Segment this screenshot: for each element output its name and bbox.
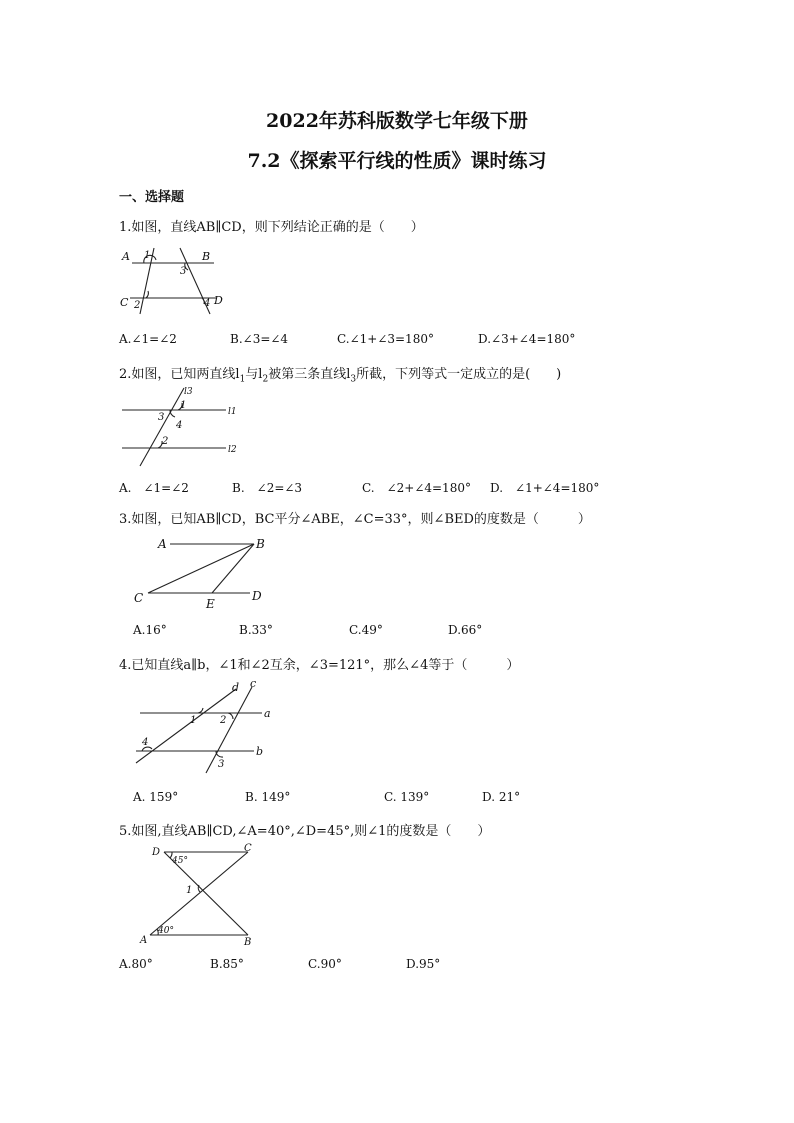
q4-option-d[interactable]: D. 21° [482,790,521,804]
q2-option-b[interactable]: B. ∠2=∠3 [232,481,303,495]
q4-label-c: c [250,677,257,690]
section-heading: 一、选择题 [119,190,185,205]
q1-label-4: 4 [204,298,211,309]
q1-label-1: 1 [144,250,151,261]
q2-label-l3: l3 [184,387,193,397]
question-3-stem: 3.如图，已知AB∥CD，BC平分∠ABE，∠C=33°，则∠BED的度数是（ ） [119,512,591,527]
q4-label-d: d [232,681,240,694]
q4-option-a[interactable]: A. 159° [133,790,179,804]
q3-option-c[interactable]: C.49° [349,623,383,637]
q1-label-a: A [122,250,130,263]
q1-option-a[interactable]: A.∠1=∠2 [119,332,177,346]
question-2-figure [118,384,243,468]
q5-option-b[interactable]: B.85° [210,957,244,971]
q3-label-d: D [252,589,262,603]
q3-option-d[interactable]: D.66° [448,623,483,637]
q2-label-3: 3 [158,412,165,423]
q2-label-l2: l2 [228,445,237,455]
page-title: 2022年苏科版数学七年级下册 [266,110,528,132]
q5-label-45: 45° [172,856,188,866]
q4-label-2: 2 [220,715,227,726]
q4-label-1: 1 [190,715,197,726]
q1-option-c[interactable]: C.∠1+∠3=180° [337,332,434,346]
question-1-figure [118,244,228,316]
q2-label-l1: l1 [228,407,237,417]
q2-label-1: 1 [180,400,187,411]
q4-label-b: b [256,745,264,758]
q1-label-2: 2 [134,300,141,311]
question-1-stem: 1.如图，直线AB∥CD，则下列结论正确的是（ ） [119,220,424,235]
q1-option-d[interactable]: D.∠3+∠4=180° [478,332,576,346]
q5-label-b: B [244,937,252,948]
q3-label-c: C [134,591,144,605]
q4-label-3: 3 [218,759,225,770]
q5-label-1: 1 [186,885,193,896]
q1-label-d: D [214,294,223,307]
q3-option-a[interactable]: A.16° [133,623,167,637]
q1-label-3: 3 [180,266,187,277]
q1-option-b[interactable]: B.∠3=∠4 [230,332,289,346]
q4-option-b[interactable]: B. 149° [245,790,291,804]
q4-label-4: 4 [142,737,149,748]
q3-label-e: E [206,597,215,611]
q5-label-40: 40° [158,926,174,936]
q1-label-c: C [120,296,129,309]
question-5-figure [136,843,261,948]
q5-option-d[interactable]: D.95° [406,957,441,971]
q5-label-d: D [152,847,161,858]
q1-label-b: B [202,250,211,263]
q5-label-a: A [140,935,148,946]
q3-label-b: B [256,537,265,551]
question-2-stem: 2.如图，已知两直线$l_1$与$l_2$被第三条直线$l_3$所截，下列等式一定成立的是( ) [119,367,562,385]
q2-label-2: 2 [162,436,169,447]
question-4-stem: 4.已知直线a∥b，∠1和∠2互余，∠3=121°，那么∠4等于（ ） [119,658,520,673]
q5-option-a[interactable]: A.80° [119,957,153,971]
q4-option-c[interactable]: C. 139° [384,790,430,804]
page-subtitle: 7.2《探索平行线的性质》课时练习 [247,150,547,172]
q2-option-d[interactable]: D. ∠1+∠4=180° [490,481,600,495]
q5-option-c[interactable]: C.90° [308,957,342,971]
q3-label-a: A [158,537,167,551]
q2-option-a[interactable]: A. ∠1=∠2 [119,481,189,495]
q5-label-c: C [244,843,252,854]
q2-option-c[interactable]: C. ∠2+∠4=180° [362,481,471,495]
question-4-figure [130,679,280,775]
q3-option-b[interactable]: B.33° [239,623,273,637]
question-5-stem: 5.如图,直线AB∥CD,∠A=40°,∠D=45°,则∠1的度数是（ ） [119,824,491,839]
q4-label-a: a [264,707,271,720]
question-3-figure [130,532,270,612]
q2-label-4: 4 [176,420,183,431]
